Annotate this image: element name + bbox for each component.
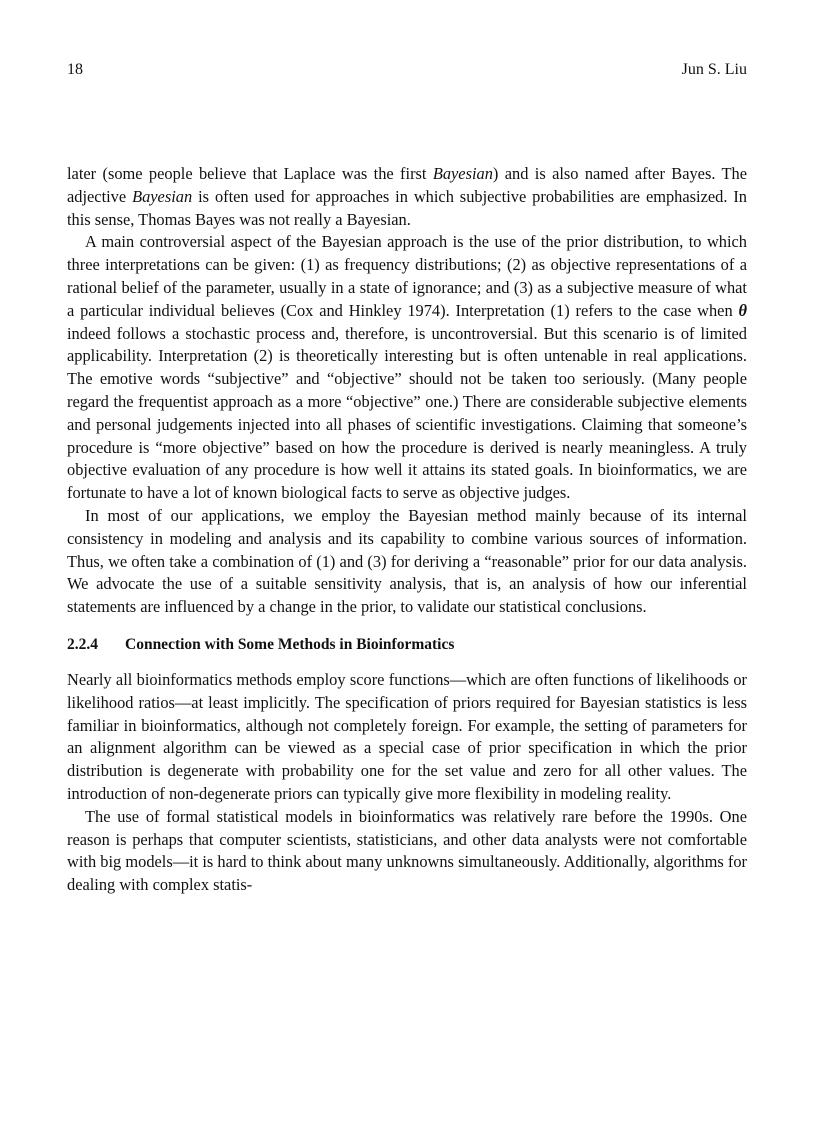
body-text: [67, 163, 747, 897]
paragraph-2-text-a: A main controversial aspect of the Bayesian approach is the use of the prior distribution, to which three interpretations can be given: (1) as frequency distributions; (2) as objective representations of a rational belief of the parameter, usually in a state of ignorance; and (3) as a subjective measure of what a particular individual believes (Cox and Hinkley 1974). Interpretation (1) refers to the case when: [67, 232, 747, 320]
section-number: 2.2.4: [67, 635, 98, 653]
paragraph-1-italic-bayesian-2: Bayesian: [132, 186, 193, 206]
paragraph-1-text-e: is often used for approaches in which subjective probabilities are emphasized. In this sense, Thomas Bayes was not really a Bayesian.: [67, 186, 747, 229]
paragraph-1-italic-bayesian: Bayesian: [432, 164, 493, 183]
page: [67, 0, 747, 1123]
running-header: [67, 59, 747, 81]
paragraph-3: In most of our applications, we employ the Bayesian method mainly because of its internal consistency in modeling and analysis and its capability to combine various sources of information. Thus, we often take a combination of (1) and (3) for deriving a “reasonable” prior for our data analysis. We advocate the use of a suitable sensitivity analysis, that is, an analysis of how our inferential statements are influenced by a change in the prior, to validate our statistical conclusions.: [67, 505, 747, 617]
paragraph-1: [67, 163, 747, 231]
running-author: Jun S. Liu: [681, 61, 747, 78]
section-title: Connection with Some Methods in Bioinformatics: [125, 635, 455, 653]
paragraph-2: [67, 231, 747, 505]
theta-symbol: θ: [738, 300, 747, 320]
paragraph-1-text-c: ) and is also named after Bayes. The adjective: [67, 164, 747, 206]
section-heading: [67, 634, 747, 656]
paragraph-4: Nearly all bioinformatics methods employ score functions—which are often functions of likelihoods or likelihood ratios—at least implicitly. The specification of priors required for Bayesian statistics is less familiar in bioinformatics, although not completely foreign. For example, the setting of parameters for an alignment algorithm can be viewed as a special case of prior specification in which the prior distribution is degenerate with probability one for the set value and zero for all other values. The introduction of non-degenerate priors can typically give more flexibility in modeling reality.: [67, 669, 747, 803]
page-number: 18: [67, 61, 83, 78]
paragraph-2-text-b: indeed follows a stochastic process and, therefore, is uncontroversial. But this scenario is of limited applicability. Interpretation (2) is theoretically interesting but is often untenable in real applications. The emotive words “subjective” and “objective” should not be taken too seriously. (Many people regard the frequentist approach as a more “objective” one.) There are considerable subjective elements and personal judgements injected into all phases of scientific investigations. Claiming that someone’s procedure is “more objective” based on how the procedure is derived is nearly meaningless. A truly objective evaluation of any procedure is how well it attains its stated goals. In bioinformatics, we are fortunate to have a lot of known biological facts to serve as objective judges.: [67, 323, 747, 503]
paragraph-5: The use of formal statistical models in bioinformatics was relatively rare before the 1990s. One reason is perhaps that computer scientists, statisticians, and other data analysts were not comfortable with big models—it is hard to think about many unknowns simultaneously. Additionally, algorithms for dealing with complex statis-: [67, 806, 747, 895]
paragraph-1-text-a: later (some people believe that Laplace was the first: [67, 164, 433, 183]
